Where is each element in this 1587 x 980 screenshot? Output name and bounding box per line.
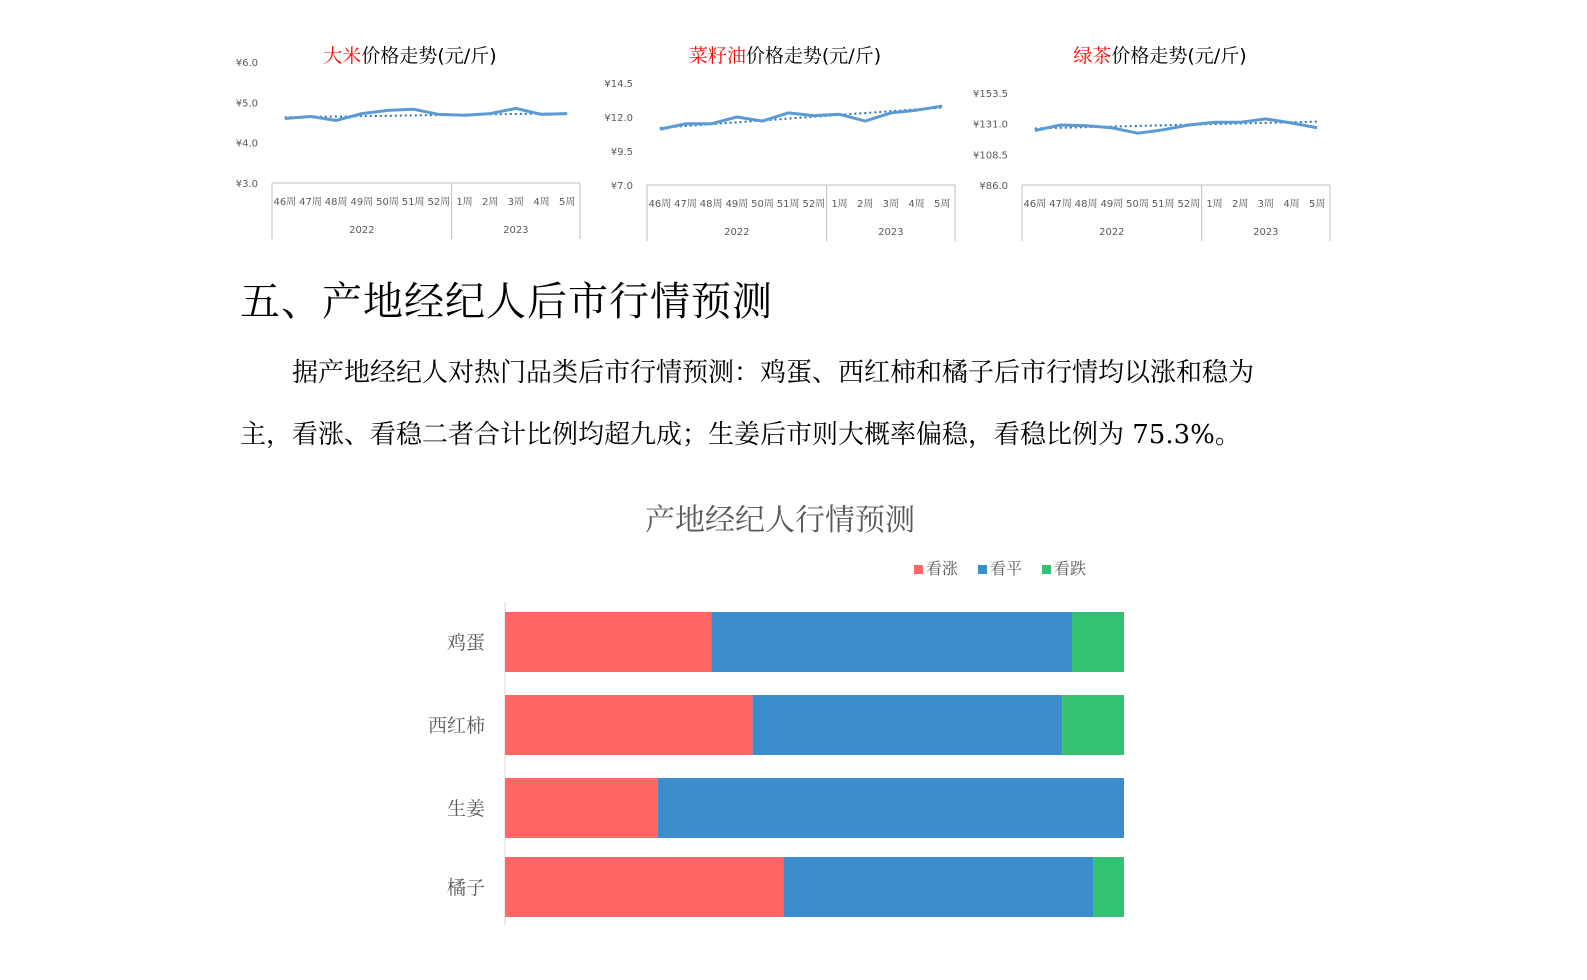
price-trend-svg xyxy=(973,38,1340,248)
bar-segment xyxy=(505,695,753,755)
x-tick-label: 2周 xyxy=(1231,199,1249,210)
x-tick-label: 51周 xyxy=(401,197,425,208)
legend-swatch xyxy=(1042,565,1051,574)
x-tick-label: 47周 xyxy=(674,199,697,210)
year-label: 2023 xyxy=(878,227,904,238)
x-tick-label: 1周 xyxy=(456,197,473,208)
x-tick-label: 2周 xyxy=(481,197,499,208)
x-tick-label: 49周 xyxy=(725,199,749,210)
y-tick-label: ¥14.5 xyxy=(604,79,633,90)
bar-segment xyxy=(505,612,711,672)
price-trend-svg xyxy=(230,38,590,248)
legend-swatch xyxy=(978,565,987,574)
forecast-chart-svg xyxy=(400,490,1160,940)
y-tick-label: ¥6.0 xyxy=(235,58,258,69)
x-tick-label: 47周 xyxy=(299,197,322,208)
price-trend-svg xyxy=(605,38,965,248)
x-tick-label: 52周 xyxy=(802,199,826,210)
x-tick-label: 5周 xyxy=(558,197,576,208)
bar-segment xyxy=(505,857,784,917)
chart-title: 产地经纪人行情预测 xyxy=(645,503,915,538)
x-tick-label: 49周 xyxy=(1100,199,1124,210)
year-label: 2022 xyxy=(349,225,375,236)
y-tick-label: ¥3.0 xyxy=(235,179,258,190)
x-tick-label: 46周 xyxy=(1023,199,1047,210)
legend-label: 看跌 xyxy=(1054,559,1087,578)
category-label: 西红柿 xyxy=(427,715,485,737)
legend-label: 看涨 xyxy=(926,559,959,578)
y-tick-label: ¥131.0 xyxy=(973,119,1008,131)
year-label: 2022 xyxy=(724,227,750,238)
price-trend-chart-rapeseed-oil xyxy=(605,38,965,252)
x-tick-label: 48周 xyxy=(699,199,723,210)
price-series-line xyxy=(1035,119,1317,133)
chart-title xyxy=(1073,45,1246,67)
x-tick-label: 2周 xyxy=(856,199,874,210)
x-tick-label: 4周 xyxy=(908,199,925,210)
y-tick-label: ¥9.5 xyxy=(610,147,633,158)
category-label: 橘子 xyxy=(446,877,485,899)
x-tick-label: 52周 xyxy=(1177,199,1201,210)
chart-title-highlight: 菜籽油 xyxy=(688,45,746,67)
bar-segment xyxy=(505,778,658,838)
x-tick-label: 50周 xyxy=(376,197,399,208)
y-tick-label: ¥5.0 xyxy=(235,98,258,110)
trend-line xyxy=(285,113,567,117)
forecast-stacked-bar-chart xyxy=(400,490,1160,944)
x-tick-label: 50周 xyxy=(751,199,774,210)
y-tick-label: ¥108.5 xyxy=(973,150,1008,162)
chart-title-rest: 价格走势(元/斤) xyxy=(361,45,497,67)
bar-segment xyxy=(784,857,1094,917)
chart-title xyxy=(689,45,881,67)
year-label: 2023 xyxy=(1253,227,1279,238)
x-tick-label: 1周 xyxy=(1206,199,1223,210)
y-tick-label: ¥4.0 xyxy=(235,138,258,150)
x-tick-label: 51周 xyxy=(776,199,800,210)
chart-title-rest: 价格走势(元/斤) xyxy=(1111,45,1247,67)
price-trend-chart-rice xyxy=(230,38,590,252)
section-heading: 五、产地经纪人后市行情预测 xyxy=(240,279,773,325)
bar-segment xyxy=(711,612,1072,672)
bar-segment xyxy=(1062,695,1124,755)
chart-title-highlight: 大米 xyxy=(323,45,362,67)
x-tick-label: 4周 xyxy=(1283,199,1300,210)
y-tick-label: ¥7.0 xyxy=(610,181,633,192)
x-tick-label: 3周 xyxy=(507,197,525,208)
bar-segment xyxy=(1093,857,1124,917)
x-tick-label: 46周 xyxy=(273,197,297,208)
x-tick-label: 49周 xyxy=(350,197,374,208)
x-tick-label: 1周 xyxy=(831,199,848,210)
chart-title xyxy=(323,45,496,67)
x-tick-label: 47周 xyxy=(1049,199,1072,210)
y-tick-label: ¥12.0 xyxy=(604,113,633,124)
paragraph-line-1: 据产地经纪人对热门品类后市行情预测：鸡蛋、西红柿和橘子后市行情均以涨和稳为 xyxy=(292,358,1255,388)
category-label: 鸡蛋 xyxy=(446,632,485,654)
chart-title-highlight: 绿茶 xyxy=(1073,45,1112,67)
legend-swatch xyxy=(914,565,923,574)
x-tick-label: 3周 xyxy=(1257,199,1275,210)
x-tick-label: 46周 xyxy=(648,199,672,210)
bar-segment xyxy=(753,695,1063,755)
x-tick-label: 5周 xyxy=(1308,199,1326,210)
x-tick-label: 3周 xyxy=(882,199,900,210)
price-trend-chart-green-tea xyxy=(973,38,1340,252)
x-tick-label: 52周 xyxy=(427,197,451,208)
x-tick-label: 5周 xyxy=(933,199,951,210)
x-tick-label: 48周 xyxy=(324,197,348,208)
y-tick-label: ¥86.0 xyxy=(979,181,1008,192)
x-tick-label: 48周 xyxy=(1074,199,1098,210)
year-label: 2023 xyxy=(503,225,529,236)
category-label: 生姜 xyxy=(446,798,485,820)
chart-title-rest: 价格走势(元/斤) xyxy=(745,45,882,67)
paragraph-line-2: 主，看涨、看稳二者合计比例均超九成；生姜后市则大概率偏稳，看稳比例为 75.3%。 xyxy=(240,420,1241,450)
bar-segment xyxy=(658,778,1124,838)
legend-label: 看平 xyxy=(990,559,1023,578)
x-tick-label: 51周 xyxy=(1151,199,1175,210)
y-tick-label: ¥153.5 xyxy=(973,89,1008,100)
bar-segment xyxy=(1072,612,1124,672)
x-tick-label: 4周 xyxy=(533,197,550,208)
x-tick-label: 50周 xyxy=(1126,199,1149,210)
year-label: 2022 xyxy=(1099,227,1125,238)
